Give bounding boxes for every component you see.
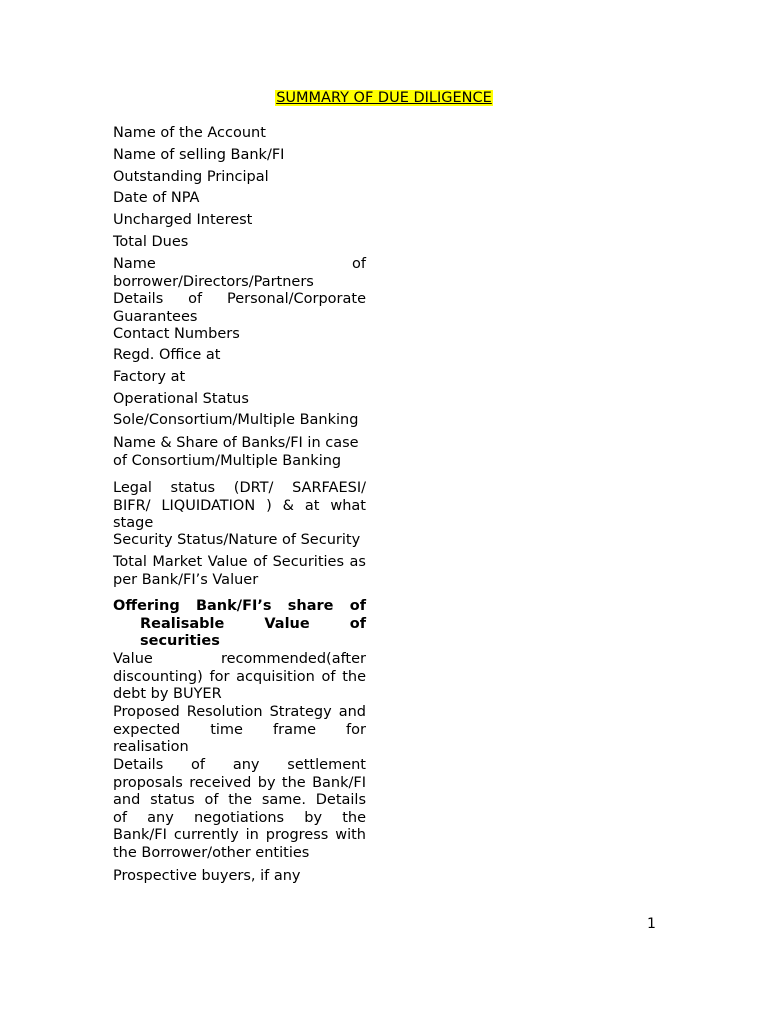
field-offering-share-line-1: Offering Bank/FI’s share of (113, 598, 366, 614)
field-settlement-details-line-6: the Borrower/other entities (113, 844, 310, 861)
field-operational-status: Operational Status (113, 391, 249, 407)
field-outstanding-principal: Outstanding Principal (113, 169, 269, 185)
field-security-status: Security Status/Nature of Security (113, 532, 361, 548)
field-borrower-names-line-1: Name of (113, 256, 366, 272)
field-selling-bank: Name of selling Bank/FI (113, 147, 285, 163)
document-title (0, 89, 768, 107)
field-settlement-details (113, 757, 366, 862)
field-market-value-line-1: Total Market Value of Securities as (113, 554, 366, 570)
field-resolution-strategy (113, 704, 366, 757)
field-contact-numbers: Contact Numbers (113, 326, 240, 342)
field-legal-status-line-1: Legal status (DRT/ SARFAESI/ (113, 480, 366, 496)
field-resolution-strategy-line-2: expected time frame for (113, 721, 366, 738)
field-prospective-buyers: Prospective buyers, if any (113, 868, 301, 884)
field-value-recommended (113, 651, 366, 704)
field-settlement-details-line-2: proposals received by the Bank/FI (113, 774, 366, 791)
field-guarantees-line-2: Guarantees (113, 308, 198, 325)
field-banks-share (113, 435, 366, 470)
field-market-value (113, 554, 366, 589)
field-legal-status-line-2: BIFR/ LIQUIDATION ) & at what (113, 497, 366, 514)
field-settlement-details-line-4: of any negotiations by the (113, 809, 366, 826)
field-banks-share-line-1: Name & Share of Banks/FI in case (113, 435, 359, 451)
field-offering-share-line-3: securities (140, 633, 220, 649)
field-date-of-npa: Date of NPA (113, 190, 200, 206)
field-total-dues: Total Dues (113, 234, 189, 250)
field-value-recommended-line-2: discounting) for acquisition of the (113, 668, 366, 685)
field-resolution-strategy-line-1: Proposed Resolution Strategy and (113, 704, 366, 720)
field-market-value-line-2: per Bank/FI’s Valuer (113, 571, 259, 588)
field-settlement-details-line-1: Details of any settlement (113, 757, 366, 773)
field-factory: Factory at (113, 369, 186, 385)
field-resolution-strategy-line-3: realisation (113, 739, 189, 755)
field-guarantees-line-1: Details of Personal/Corporate (113, 291, 366, 307)
field-legal-status (113, 480, 366, 533)
field-banks-share-line-2: of Consortium/Multiple Banking (113, 452, 342, 469)
field-legal-status-line-3: stage (113, 515, 154, 531)
field-guarantees (113, 291, 366, 326)
field-value-recommended-line-1: Value recommended(after (113, 651, 366, 667)
field-uncharged-interest: Uncharged Interest (113, 212, 253, 228)
field-offering-share (113, 598, 366, 651)
document-title-text: SUMMARY OF DUE DILIGENCE (276, 90, 492, 106)
field-account-name: Name of the Account (113, 125, 266, 141)
field-borrower-names-line-2: borrower/Directors/Partners (113, 273, 314, 290)
field-banking-type: Sole/Consortium/Multiple Banking (113, 412, 359, 428)
page-number: 1 (647, 916, 656, 932)
field-regd-office: Regd. Office at (113, 347, 221, 363)
field-borrower-names (113, 256, 366, 291)
field-offering-share-line-2: Realisable Value of (140, 615, 366, 632)
field-settlement-details-line-5: Bank/FI currently in progress with (113, 827, 366, 843)
field-value-recommended-line-3: debt by BUYER (113, 686, 222, 702)
field-settlement-details-line-3: and status of the same. Details (113, 792, 366, 808)
